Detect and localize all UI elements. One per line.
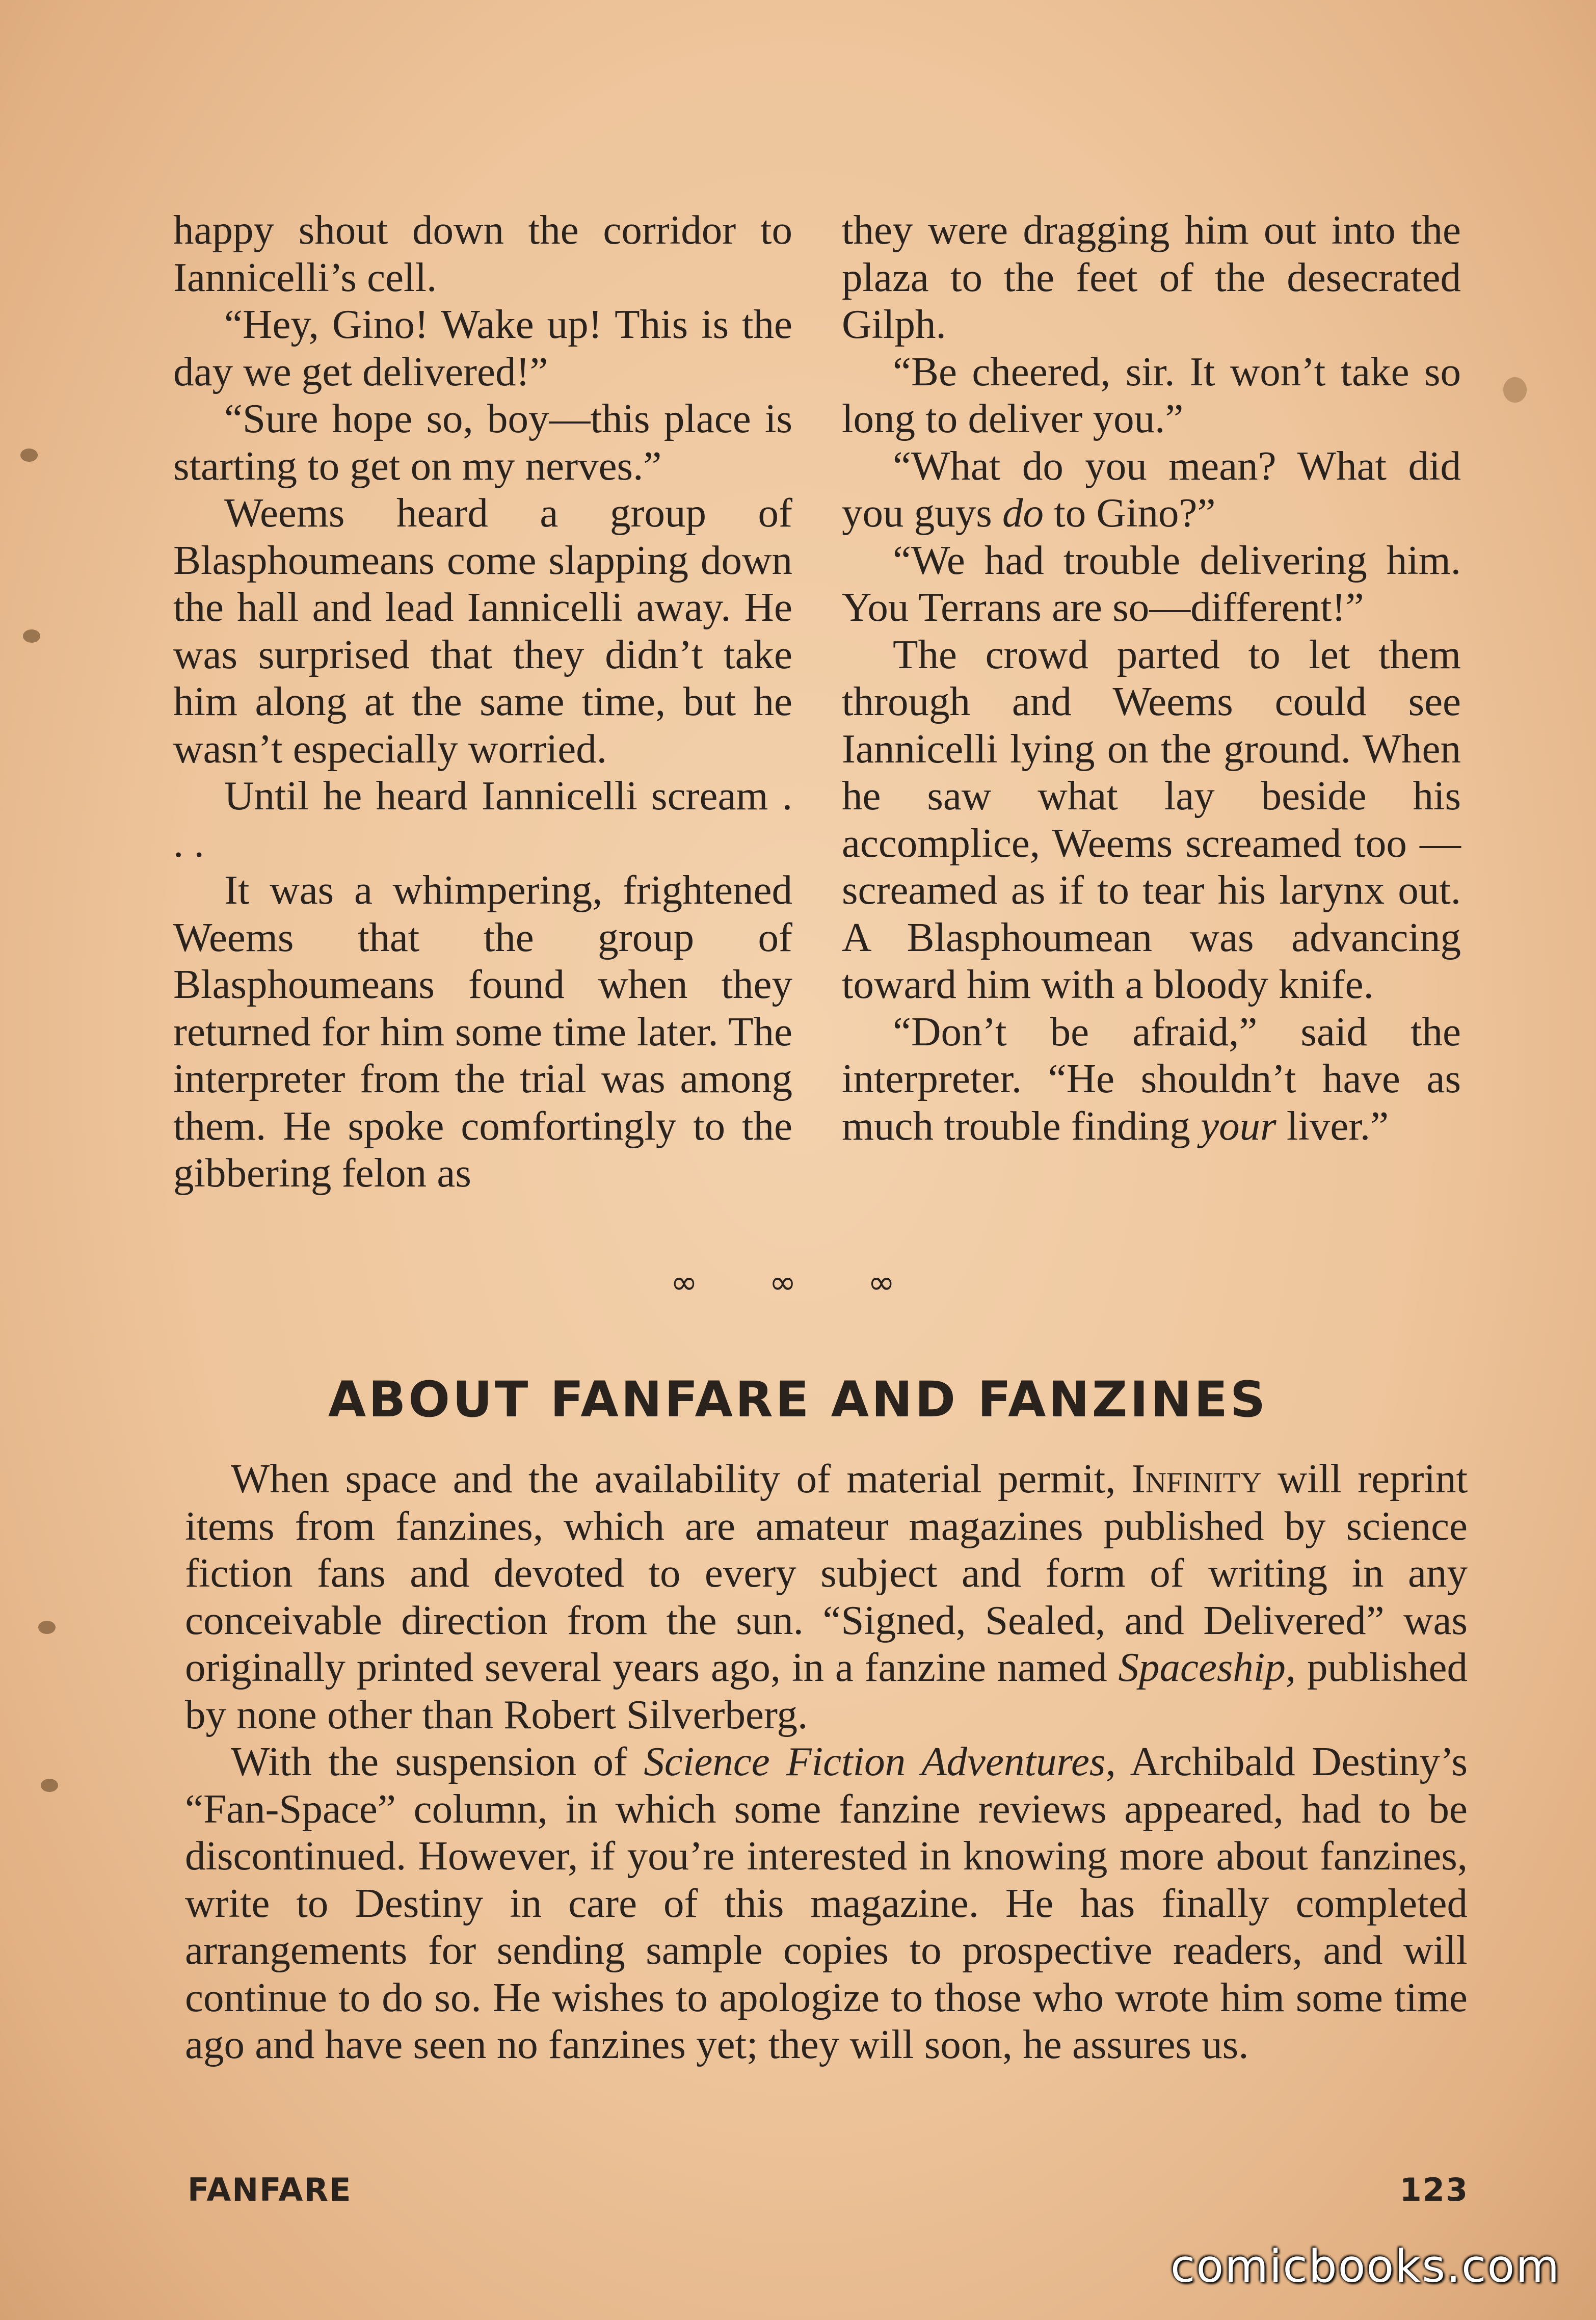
paragraph: It was a whimpering, frightened Weems that the group of Blasphoumeans found when they returned for him some time later. The interpreter from the trial was among them. He spoke comfortingly to the gibbering felon as (173, 867, 792, 1196)
section-heading: ABOUT FANFARE AND FANZINES (328, 1371, 1268, 1428)
paragraph: Until he heard Iannicelli scream . . . (173, 773, 792, 866)
italic-word: do (1002, 490, 1044, 536)
magazine-name: Infinity (1131, 1456, 1262, 1501)
binding-hole-mark (20, 449, 38, 462)
italic-title: Spaceship, (1118, 1644, 1296, 1690)
binding-hole-mark (41, 1779, 58, 1792)
left-text-column (173, 206, 792, 1197)
paragraph: The crowd parted to let them through and Weems could see Iannicelli lying on the ground. When he saw what lay beside his accomplice, Weems screamed too —screamed as if to tear his larynx out. A Blasphoumean was advancing toward him with a bloody knife. (842, 631, 1461, 1007)
text-run: published by none other than Robert Silverberg. (185, 1644, 1468, 1737)
text-run: liver.” (1276, 1102, 1389, 1149)
binding-hole-mark (23, 629, 40, 643)
text-run: to Gino?” (1044, 490, 1216, 536)
right-text-column (842, 206, 1461, 1149)
paragraph: “We had trouble delivering him. You Terrans are so—different!” (842, 537, 1461, 630)
paragraph (185, 1738, 1468, 2068)
text-run: “What do you mean? What did you guys (842, 442, 1461, 536)
paragraph: “Hey, Gino! Wake up! This is the day we get delivered!” (173, 301, 792, 394)
stain-mark (1503, 377, 1527, 403)
text-run: “Don’t be afraid,” said the interpreter. “He shouldn’t have as much trouble finding (842, 1008, 1461, 1149)
paragraph (185, 1455, 1468, 1738)
paragraph: Weems heard a group of Blasphoumeans come slapping down the hall and lead Iannicelli away. He was surprised that they didn’t take him along at the same time, but he wasn’t especially worried. (173, 490, 792, 772)
page-number: 123 (1399, 2171, 1469, 2208)
paragraph: happy shout down the corridor to Iannicelli’s cell. (173, 207, 792, 300)
section-divider: ∞ ∞ ∞ (670, 1264, 926, 1302)
text-run: With the suspension of (231, 1738, 644, 1784)
paragraph (842, 1008, 1461, 1150)
watermark-text: comicbooks.com (1170, 2240, 1560, 2292)
italic-title: Science Fiction Adventures, (644, 1738, 1116, 1784)
paragraph (842, 442, 1461, 537)
footer-section-label: FANFARE (188, 2171, 352, 2208)
binding-hole-mark (38, 1621, 56, 1634)
text-run: When space and the availability of material permit, (231, 1456, 1132, 1501)
paragraph: “Be cheered, sir. It won’t take so long to deliver you.” (842, 348, 1461, 441)
paragraph: “Sure hope so, boy—this place is starting to get on my nerves.” (173, 396, 792, 489)
paragraph: they were dragging him out into the plaza to the feet of the desecrated Gilph. (842, 207, 1461, 347)
text-run: will reprint items from fanzines, which are amateur magazines published by science fiction fans and devoted to every subject and form of writing in any conceivable direction from the sun. “Signed, Sealed, and Delivered” was originally printed several years ago, in a fanzine named (185, 1456, 1468, 1690)
article-body (185, 1455, 1468, 2068)
italic-word: your (1201, 1102, 1276, 1149)
text-run: Archibald Destiny’s “Fan-Space” column, in which some fanzine reviews appeared, had to be discontinued. However, if you’re interested in knowing more about fanzines, write to Destiny in care of this magazine. He has finally completed arrangements for sending sample copies to prospective readers, and will continue to do so. He wishes to apologize to those who wrote him some time ago and have seen no fanzines yet; they will soon, he assures us. (185, 1738, 1468, 2067)
